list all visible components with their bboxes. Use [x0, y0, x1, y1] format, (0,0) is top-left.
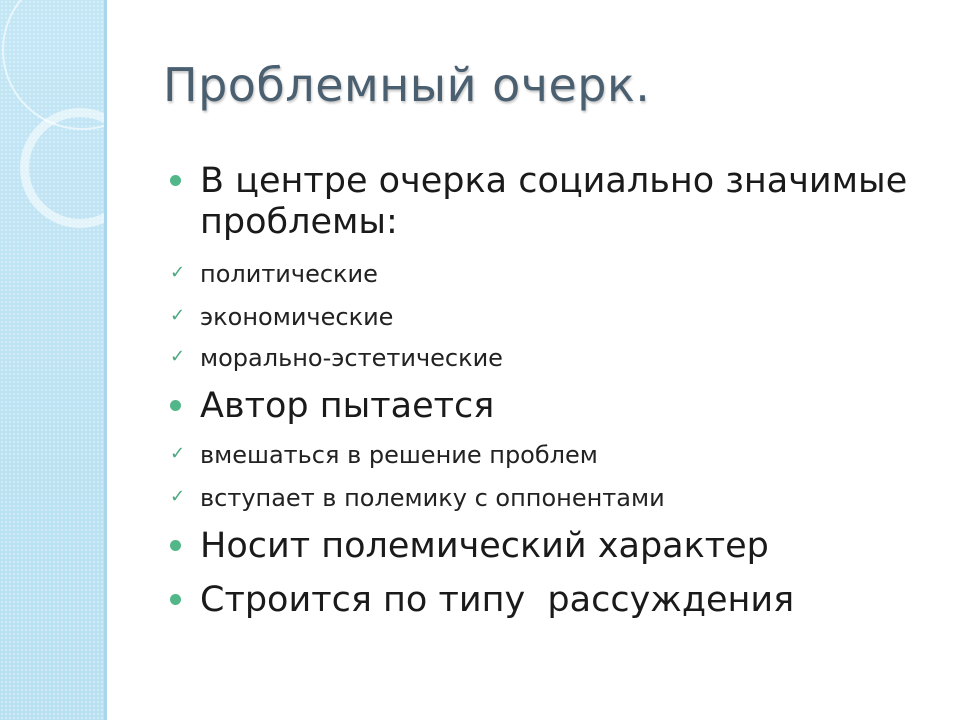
checkmark-icon: ✓ — [170, 443, 186, 464]
bullet-dot-icon — [170, 400, 181, 411]
bullet-text-line-1: В центре очерка социально значимые — [200, 161, 908, 201]
sub-item-text: экономические — [200, 303, 394, 331]
sub-item-text: вмешаться в решение проблем — [200, 441, 598, 469]
sub-item-text: морально-эстетические — [200, 344, 503, 372]
bullet-dot-icon — [170, 594, 181, 605]
checkmark-icon: ✓ — [170, 262, 186, 283]
bullet-text: Носит полемический характер — [200, 526, 769, 566]
bullet-dot-icon — [170, 175, 181, 186]
slide-title: Проблемный очерк. — [163, 58, 651, 112]
sub-item-text: вступает в полемику с оппонентами — [200, 484, 665, 512]
bullet-dot-icon — [170, 540, 181, 551]
bullet-text: Автор пытается — [200, 386, 495, 426]
checkmark-icon: ✓ — [170, 305, 186, 326]
checkmark-icon: ✓ — [170, 346, 186, 367]
bullet-text: Строится по типу рассуждения — [200, 580, 795, 620]
sub-item-text: политические — [200, 260, 378, 288]
checkmark-icon: ✓ — [170, 486, 186, 507]
bullet-text-line-2: проблемы: — [200, 202, 398, 242]
